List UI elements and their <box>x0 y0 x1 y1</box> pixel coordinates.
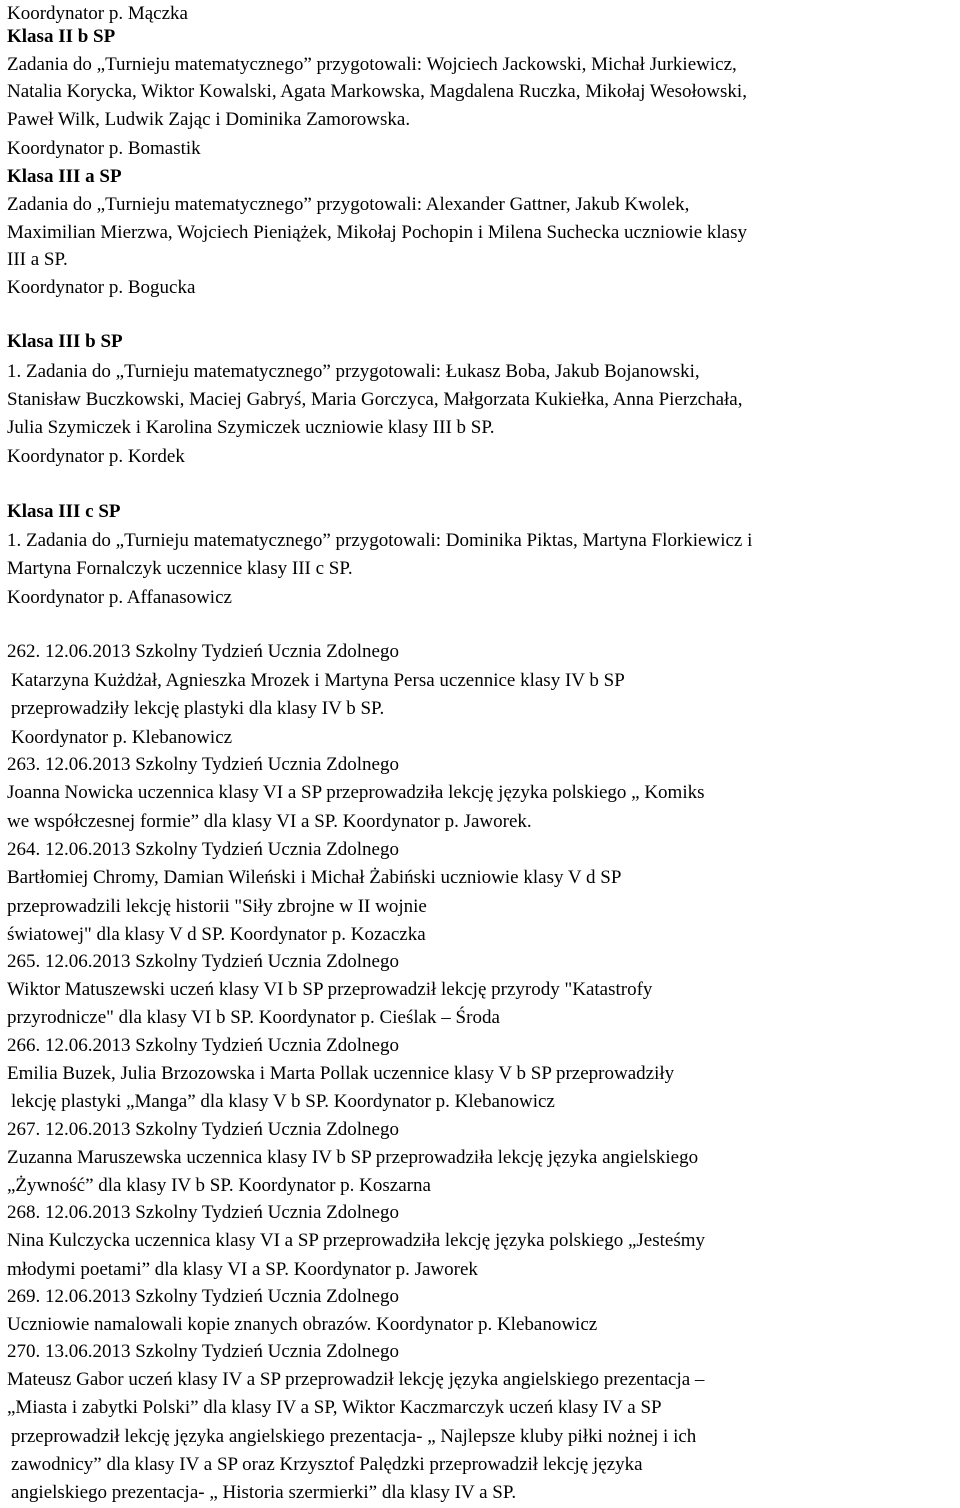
section-heading: Klasa II b SP <box>7 26 116 47</box>
text-line: zawodnicy” dla klasy IV a SP oraz Krzysztof Palędzki przeprowadził lekcję języka <box>11 1454 643 1475</box>
text-line: Katarzyna Kużdżał, Agnieszka Mrozek i Martyna Persa uczennice klasy IV b SP <box>11 670 625 691</box>
section-heading: Klasa III a SP <box>7 166 122 187</box>
text-line: „Miasta i zabytki Polski” dla klasy IV a SP, Wiktor Kaczmarczyk uczeń klasy IV a SP <box>7 1397 662 1418</box>
text-line: III a SP. <box>7 249 68 270</box>
entry-heading: 267. 12.06.2013 Szkolny Tydzień Ucznia Zdolnego <box>7 1119 399 1140</box>
text-line: Wiktor Matuszewski uczeń klasy VI b SP przeprowadził lekcję przyrody "Katastrofy <box>7 979 653 1000</box>
text-line: Zuzanna Maruszewska uczennica klasy IV b SP przeprowadziła lekcję języka angielskiego <box>7 1147 699 1168</box>
entry-heading: 270. 13.06.2013 Szkolny Tydzień Ucznia Zdolnego <box>7 1341 399 1362</box>
text-line: przeprowadziły lekcję plastyki dla klasy IV b SP. <box>11 698 385 719</box>
text-line: angielskiego prezentacja- „ Historia szermierki” dla klasy IV a SP. <box>11 1482 517 1503</box>
text-line: Nina Kulczycka uczennica klasy VI a SP przeprowadziła lekcję języka polskiego „Jesteśmy <box>7 1230 705 1251</box>
text-line: Maximilian Mierzwa, Wojciech Pieniążek, Mikołaj Pochopin i Milena Suchecka uczniowie klasy <box>7 222 747 243</box>
text-line: przeprowadzili lekcję historii "Siły zbrojne w II wojnie <box>7 896 427 917</box>
text-line: światowej" dla klasy V d SP. Koordynator p. Kozaczka <box>7 924 426 945</box>
text-line: Martyna Fornalczyk uczennice klasy III c SP. <box>7 558 353 579</box>
entry-heading: 265. 12.06.2013 Szkolny Tydzień Ucznia Zdolnego <box>7 951 399 972</box>
text-line: Koordynator p. Klebanowicz <box>11 727 233 748</box>
text-line: we współczesnej formie” dla klasy VI a SP. Koordynator p. Jaworek. <box>7 811 532 832</box>
text-line: 1. Zadania do „Turnieju matematycznego” przygotowali: Łukasz Boba, Jakub Bojanowski, <box>7 361 700 382</box>
text-line: Zadania do „Turnieju matematycznego” przygotowali: Wojciech Jackowski, Michał Jurkiewicz, <box>7 54 737 75</box>
entry-heading: 269. 12.06.2013 Szkolny Tydzień Ucznia Zdolnego <box>7 1286 399 1307</box>
text-line: przeprowadził lekcję języka angielskiego prezentacja- „ Najlepsze kluby piłki nożnej i ich <box>11 1426 697 1447</box>
text-line: Bartłomiej Chromy, Damian Wileński i Michał Żabiński uczniowie klasy V d SP <box>7 867 622 888</box>
text-line: Koordynator p. Bogucka <box>7 277 196 298</box>
section-heading: Klasa III c SP <box>7 501 121 522</box>
text-line: Zadania do „Turnieju matematycznego” przygotowali: Alexander Gattner, Jakub Kwolek, <box>7 194 690 215</box>
text-line: Julia Szymiczek i Karolina Szymiczek uczniowie klasy III b SP. <box>7 417 495 438</box>
entry-heading: 268. 12.06.2013 Szkolny Tydzień Ucznia Zdolnego <box>7 1202 399 1223</box>
text-line: Stanisław Buczkowski, Maciej Gabryś, Maria Gorczyca, Małgorzata Kukiełka, Anna Pierzchała, <box>7 389 743 410</box>
text-line: Koordynator p. Affanasowicz <box>7 587 232 608</box>
text-line: Joanna Nowicka uczennica klasy VI a SP przeprowadziła lekcję języka polskiego „ Komiks <box>7 782 705 803</box>
text-line: Emilia Buzek, Julia Brzozowska i Marta Pollak uczennice klasy V b SP przeprowadziły <box>7 1063 675 1084</box>
entry-heading: 263. 12.06.2013 Szkolny Tydzień Ucznia Zdolnego <box>7 754 399 775</box>
entry-heading: 262. 12.06.2013 Szkolny Tydzień Ucznia Zdolnego <box>7 641 399 662</box>
text-line: Koordynator p. Mączka <box>7 3 188 24</box>
text-line: „Żywność” dla klasy IV b SP. Koordynator p. Koszarna <box>7 1175 431 1196</box>
section-heading: Klasa III b SP <box>7 331 123 352</box>
text-line: Natalia Korycka, Wiktor Kowalski, Agata Markowska, Magdalena Ruczka, Mikołaj Wesołowski, <box>7 81 747 102</box>
text-line: Uczniowie namalowali kopie znanych obrazów. Koordynator p. Klebanowicz <box>7 1314 598 1335</box>
text-line: Paweł Wilk, Ludwik Zając i Dominika Zamorowska. <box>7 109 411 130</box>
text-line: lekcję plastyki „Manga” dla klasy V b SP. Koordynator p. Klebanowicz <box>11 1091 555 1112</box>
entry-heading: 264. 12.06.2013 Szkolny Tydzień Ucznia Zdolnego <box>7 839 399 860</box>
text-line: przyrodnicze" dla klasy VI b SP. Koordynator p. Cieślak – Środa <box>7 1007 500 1028</box>
text-line: Mateusz Gabor uczeń klasy IV a SP przeprowadził lekcję języka angielskiego prezentacja – <box>7 1369 705 1390</box>
text-line: Koordynator p. Bomastik <box>7 138 201 159</box>
text-line: Koordynator p. Kordek <box>7 446 185 467</box>
entry-heading: 266. 12.06.2013 Szkolny Tydzień Ucznia Zdolnego <box>7 1035 399 1056</box>
text-line: 1. Zadania do „Turnieju matematycznego” przygotowali: Dominika Piktas, Martyna Florkiewicz i <box>7 530 753 551</box>
text-line: młodymi poetami” dla klasy VI a SP. Koordynator p. Jaworek <box>7 1259 478 1280</box>
